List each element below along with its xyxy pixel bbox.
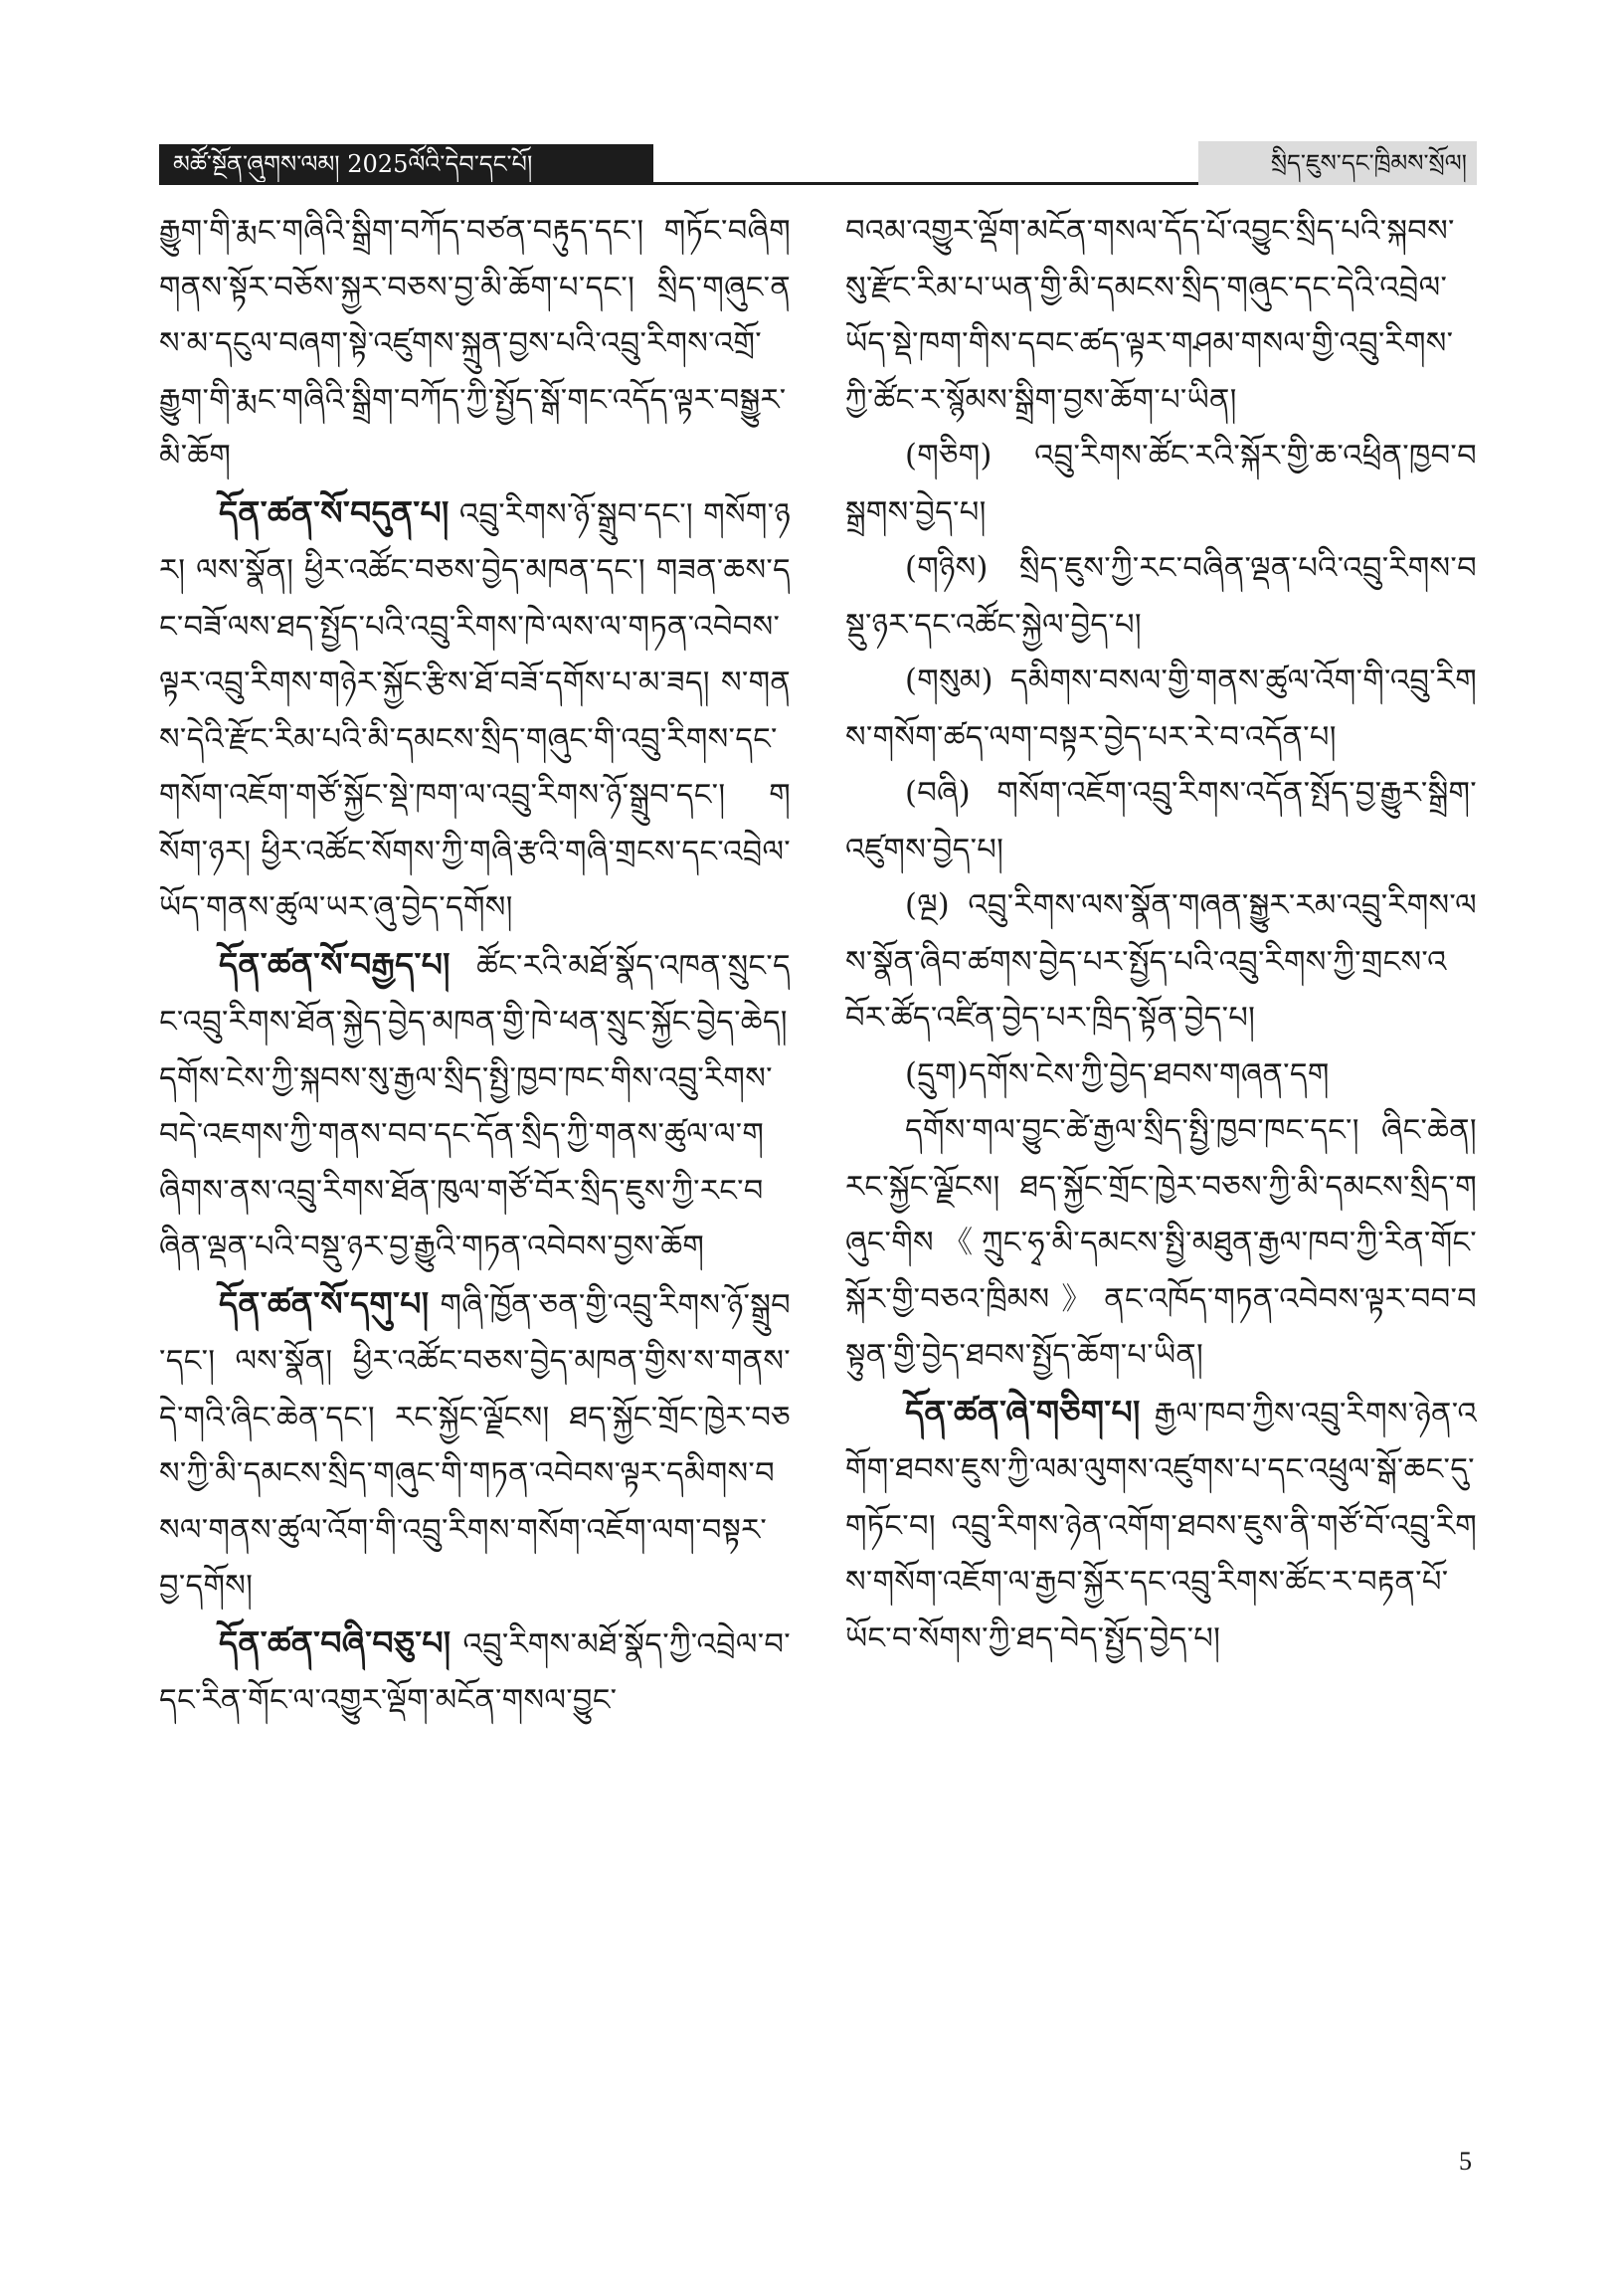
article-heading: དོན་ཚན་སོ་བརྒྱད་པ། [219,944,451,984]
article-heading: དོན་ཚན་ཞེ་གཅིག་པ། [905,1392,1141,1431]
article-body: རྒྱལ་ཁབ་ཀྱིས་འབྲུ་རིགས་ཉེན་འགོག་ཐབས་ཇུས་ཀྱི་ལམ་ལུགས་འཛུགས་པ་དང་འཕྲུལ་སྒོ་ཆང་དུ་གཏོང་བ། འབྲུ་རིགས་ཉེན་འགོག་ཐབས་ཇུས་ནི་གཙོ་བོ་འབྲུ་རིགས་གསོག་འཇོག་ལ་རྒྱབ་སྐྱོར་དང་འབྲུ་རིགས་ཚོང་ར་བརྟན་པོ་ཡོང་བ་སོགས་ཀྱི་ཐད་བེད་སྤྱོད་བྱེད་པ། [845,1396,1477,1656]
page-number: 5 [1459,2147,1472,2176]
list-item: (ལྔ) འབྲུ་རིགས་ལས་སྣོན་གཞན་སྒྱུར་རམ་འབྲུ་རིགས་ལས་སྣོན་ཞིབ་ཚགས་བྱེད་པར་སྤྱོད་པའི་འབྲུ་རིགས་ཀྱི་གྲངས་འབོར་ཚོད་འཛིན་བྱེད་པར་ཁྲིད་སྟོན་བྱེད་པ། [845,888,1477,1036]
article-heading: དོན་ཚན་སོ་བདུན་པ། [219,492,450,532]
article-paragraph [159,485,791,937]
article-paragraph [159,1276,791,1615]
header-section-title: སྲིད་ཇུས་དང་ཁྲིམས་སྲོལ། [1198,141,1477,185]
list-item: (དྲུག)དགོས་ངེས་ཀྱི་བྱེད་ཐབས་གཞན་དག [905,1056,1330,1092]
left-text-column [159,204,791,1730]
article-heading: དོན་ཚན་སོ་དགུ་པ། [219,1283,430,1323]
article-body: ཚོང་རའི་མཐོ་སྣོད་འཁན་སྲུང་དང་འབྲུ་རིགས་ཐོན་སྐྱེད་བྱེད་མཁན་གྱི་ཁེ་ཕན་སྲུང་སྐྱོང་བྱེད་ཆེད། དགོས་ངེས་ཀྱི་སྐབས་སུ་རྒྱལ་སྲིད་སྤྱི་ཁྱབ་ཁང་གིས་འབྲུ་རིགས་བདེ་འཇགས་ཀྱི་གནས་བབ་དང་དོན་སྲིད་ཀྱི་གནས་ཚུལ་ལ་གཞིགས་ནས་འབྲུ་རིགས་ཐོན་ཁུལ་གཙོ་བོར་སྲིད་ཇུས་ཀྱི་རང་བཞིན་ལྡན་པའི་བསྡུ་ཉར་བྱ་རྒྱུའི་གཏན་འབེབས་བྱས་ཆོག [159,948,791,1264]
list-item: (གཉིས) སྲིད་ཇུས་ཀྱི་རང་བཞིན་ལྡན་པའི་འབྲུ་རིགས་བསྡུ་ཉར་དང་འཚོང་སྐྱེལ་བྱེད་པ། [845,551,1477,643]
article-body: འབྲུ་རིགས་མཐོ་སྣོད་ཀྱི་འབྲེལ་བ་དང་རིན་གོང་ལ་འགྱུར་ལྡོག་མངོན་གསལ་བྱུང་ [159,1626,791,1718]
article-paragraph [159,937,791,1276]
header-publication-title: མཚོ་སྔོན་ཞུགས་ལམ། 2025ལོའི་དེབ་དང་པོ། [159,144,653,184]
article-body: གཞི་ཁྱོན་ཅན་གྱི་འབྲུ་རིགས་ཉོ་སྒྲུབ་དང་། ལས་སྣོན། ཕྱིར་འཚོང་བཅས་བྱེད་མཁན་གྱིས་ས་གནས་དེ་གའི་ཞིང་ཆེན་དང་། རང་སྐྱོང་ལྗོངས། ཐད་སྐྱོང་གྲོང་ཁྱེར་བཅས་ཀྱི་མི་དམངས་སྲིད་གཞུང་གི་གཏན་འབེབས་ལྟར་དམིགས་བསལ་གནས་ཚུལ་འོག་གི་འབྲུ་རིགས་གསོག་འཇོག་ལག་བསྟར་བྱ་དགོས། [159,1287,791,1604]
body-paragraph: རྒྱུག་གི་རྨང་གཞིའི་སྒྲིག་བཀོད་བཙན་བརྟུད་དང་། གཏོང་བཞིག གནས་སྟོར་བཅོས་སྐྱར་བཅས་བྱ་མི་ཆོག་པ་དང་། སྲིད་གཞུང་ནས་མ་དངུལ་བཞག་སྟེ་འཛུགས་སྐྲུན་བྱས་པའི་འབྲུ་རིགས་འགྲོ་རྒྱུག་གི་རྨང་གཞིའི་སྒྲིག་བཀོད་ཀྱི་སྤྱོད་སྒོ་གང་འདོད་ལྟར་བསྒྱུར་མི་ཆོག [159,214,791,474]
body-paragraph: བའམ་འགྱུར་ལྡོག་མངོན་གསལ་དོད་པོ་འབྱུང་སྲིད་པའི་སྐབས་སུ་རྫོང་རིམ་པ་ཡན་གྱི་མི་དམངས་སྲིད་གཞུང་དང་དེའི་འབྲེལ་ཡོད་སྡེ་ཁག་གིས་དབང་ཚད་ལྟར་གཤམ་གསལ་གྱི་འབྲུ་རིགས་ཀྱི་ཚོང་ར་སྙོམས་སྒྲིག་བྱས་ཆོག་པ་ཡིན། [845,214,1455,418]
article-body: འབྲུ་རིགས་ཉོ་སྒྲུབ་དང་། གསོག་ཉར། ལས་སྣོན། ཕྱིར་འཚོང་བཅས་བྱེད་མཁན་དང་། གཟན་ཆས་དང་བཟོ་ལས་ཐད་སྤྱོད་པའི་འབྲུ་རིགས་ཁེ་ལས་ལ་གཏན་འབེབས་ལྟར་འབྲུ་རིགས་གཉེར་སྐྱོང་རྩིས་ཐོ་བཟོ་དགོས་པ་མ་ཟད། ས་གནས་དེའི་རྫོང་རིམ་པའི་མི་དམངས་སྲིད་གཞུང་གི་འབྲུ་རིགས་དང་གསོག་འཇོག་གཙོ་སྐྱོང་སྡེ་ཁག་ལ་འབྲུ་རིགས་ཉོ་སྒྲུབ་དང་། གསོག་ཉར། ཕྱིར་འཚོང་སོགས་ཀྱི་གཞི་རྩའི་གཞི་གྲངས་དང་འབྲེལ་ཡོད་གནས་ཚུལ་ཡར་ཞུ་བྱེད་དགོས། [159,496,791,925]
article-paragraph [845,1385,1477,1668]
body-paragraph: དགོས་གལ་བྱུང་ཚེ་རྒྱལ་སྲིད་སྤྱི་ཁྱབ་ཁང་དང་། ཞིང་ཆེན། རང་སྐྱོང་ལྗོངས། ཐད་སྐྱོང་གྲོང་ཁྱེར་བཅས་ཀྱི་མི་དམངས་སྲིད་གཞུང་གིས《ཀྲུང་ཧྭ་མི་དམངས་སྤྱི་མཐུན་རྒྱལ་ཁབ་ཀྱི་རིན་གོང་སྐོར་གྱི་བཅའ་ཁྲིམས》ནང་འཁོད་གཏན་འབེབས་ལྟར་བབ་བསྟུན་གྱི་བྱེད་ཐབས་སྤྱོད་ཆོག་པ་ཡིན། [845,1113,1477,1373]
article-heading: དོན་ཚན་བཞི་བཅུ་པ། [219,1622,451,1662]
list-item: (བཞི) གསོག་འཇོག་འབྲུ་རིགས་འདོན་སྤོད་བྱ་རྒྱུར་སྒྲིག་འཛུགས་བྱེད་པ། [845,776,1477,867]
right-text-column [845,204,1477,1667]
list-item: (གཅིག) འབྲུ་རིགས་ཚོང་རའི་སྐོར་གྱི་ཆ་འཕྲིན་ཁྱབ་བསྒྲགས་བྱེད་པ། [845,439,1477,530]
article-paragraph [159,1615,791,1730]
list-item: (གསུམ) དམིགས་བསལ་གྱི་གནས་ཚུལ་འོག་གི་འབྲུ་རིགས་གསོག་ཚད་ལག་བསྟར་བྱེད་པར་རེ་བ་འདོན་པ། [845,664,1477,755]
